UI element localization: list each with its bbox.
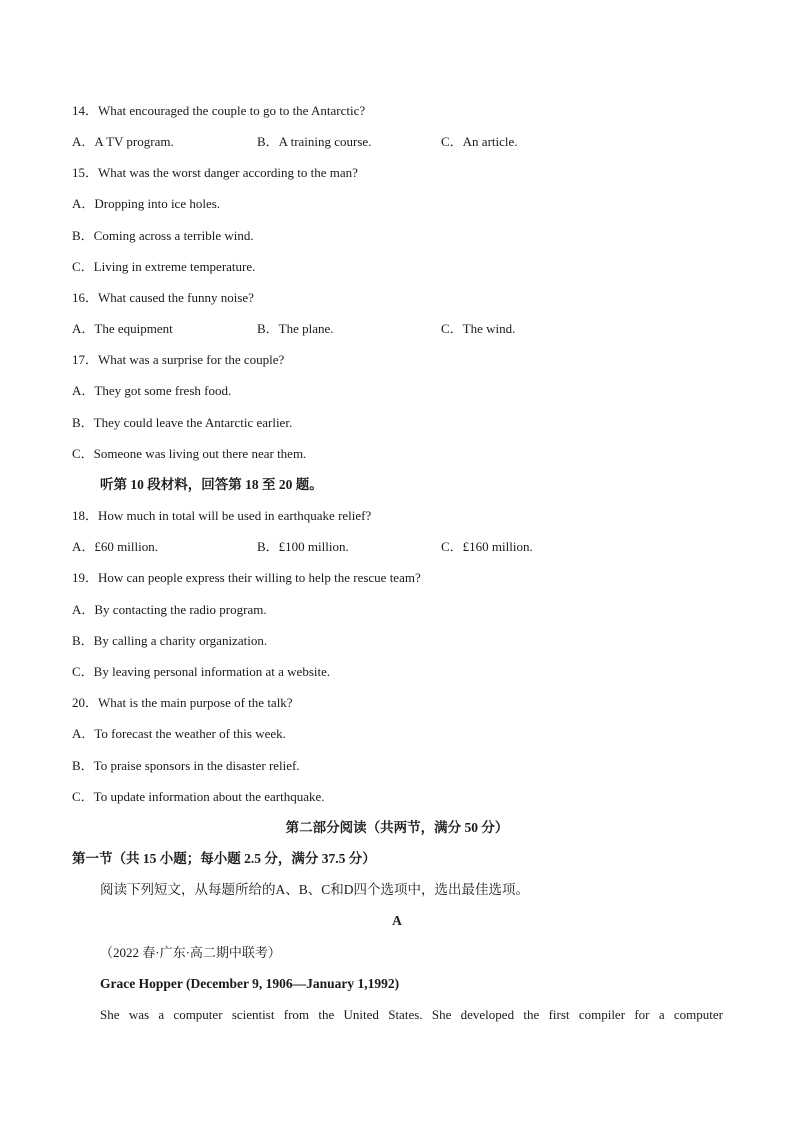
passage-title: Grace Hopper (December 9, 1906—January 1,1992) — [100, 976, 400, 991]
question-20-stem: 20．What is the main purpose of the talk? — [72, 695, 293, 710]
question-18-option-b: B．£100 million. — [257, 539, 349, 554]
question-20-option-a: A．To forecast the weather of this week. — [72, 726, 286, 741]
section-1-heading: 第一节（共 15 小题；每小题 2.5 分，满分 37.5 分） — [72, 851, 376, 866]
passage-source: （2022 春·广东·高二期中联考） — [100, 945, 281, 960]
question-20-option-c: C．To update information about the earthquake. — [72, 789, 325, 804]
passage-first-line: She was a computer scientist from the United States. She developed the first compiler for a computer — [100, 1007, 723, 1022]
question-20-option-b: B．To praise sponsors in the disaster relief. — [72, 758, 300, 773]
question-15-option-b: B．Coming across a terrible wind. — [72, 228, 254, 243]
question-17-option-a: A．They got some fresh food. — [72, 383, 232, 398]
question-19-option-c: C．By leaving personal information at a website. — [72, 664, 331, 679]
question-17-stem: 17．What was a surprise for the couple? — [72, 352, 285, 367]
question-16-stem: 16．What caused the funny noise? — [72, 290, 254, 305]
question-16-option-b: B．The plane. — [257, 321, 334, 336]
question-18-stem: 18．How much in total will be used in earthquake relief? — [72, 508, 372, 523]
question-16-option-c: C．The wind. — [441, 321, 516, 336]
question-15-option-c: C．Living in extreme temperature. — [72, 259, 256, 274]
question-16-option-a: A．The equipment — [72, 321, 173, 336]
question-19-option-b: B．By calling a charity organization. — [72, 633, 268, 648]
question-19-stem: 19．How can people express their willing to help the rescue team? — [72, 570, 421, 585]
section-10-instruction: 听第 10 段材料，回答第 18 至 20 题。 — [100, 477, 323, 492]
question-14-stem: 14．What encouraged the couple to go to the Antarctic? — [72, 103, 366, 118]
passage-letter: A — [392, 913, 402, 928]
question-14-option-a: A．A TV program. — [72, 134, 174, 149]
question-17-option-b: B．They could leave the Antarctic earlier. — [72, 415, 293, 430]
question-18-option-a: A．£60 million. — [72, 539, 158, 554]
reading-instruction: 阅读下列短文，从每题所给的A、B、C和D四个选项中，选出最佳选项。 — [100, 882, 530, 897]
question-15-option-a: A．Dropping into ice holes. — [72, 196, 221, 211]
question-14-option-b: B．A training course. — [257, 134, 372, 149]
question-14-option-c: C．An article. — [441, 134, 518, 149]
part-2-heading: 第二部分阅读（共两节，满分 50 分） — [285, 820, 509, 835]
question-15-stem: 15．What was the worst danger according to the man? — [72, 165, 358, 180]
question-18-option-c: C．£160 million. — [441, 539, 533, 554]
question-19-option-a: A．By contacting the radio program. — [72, 602, 267, 617]
question-17-option-c: C．Someone was living out there near them. — [72, 446, 307, 461]
